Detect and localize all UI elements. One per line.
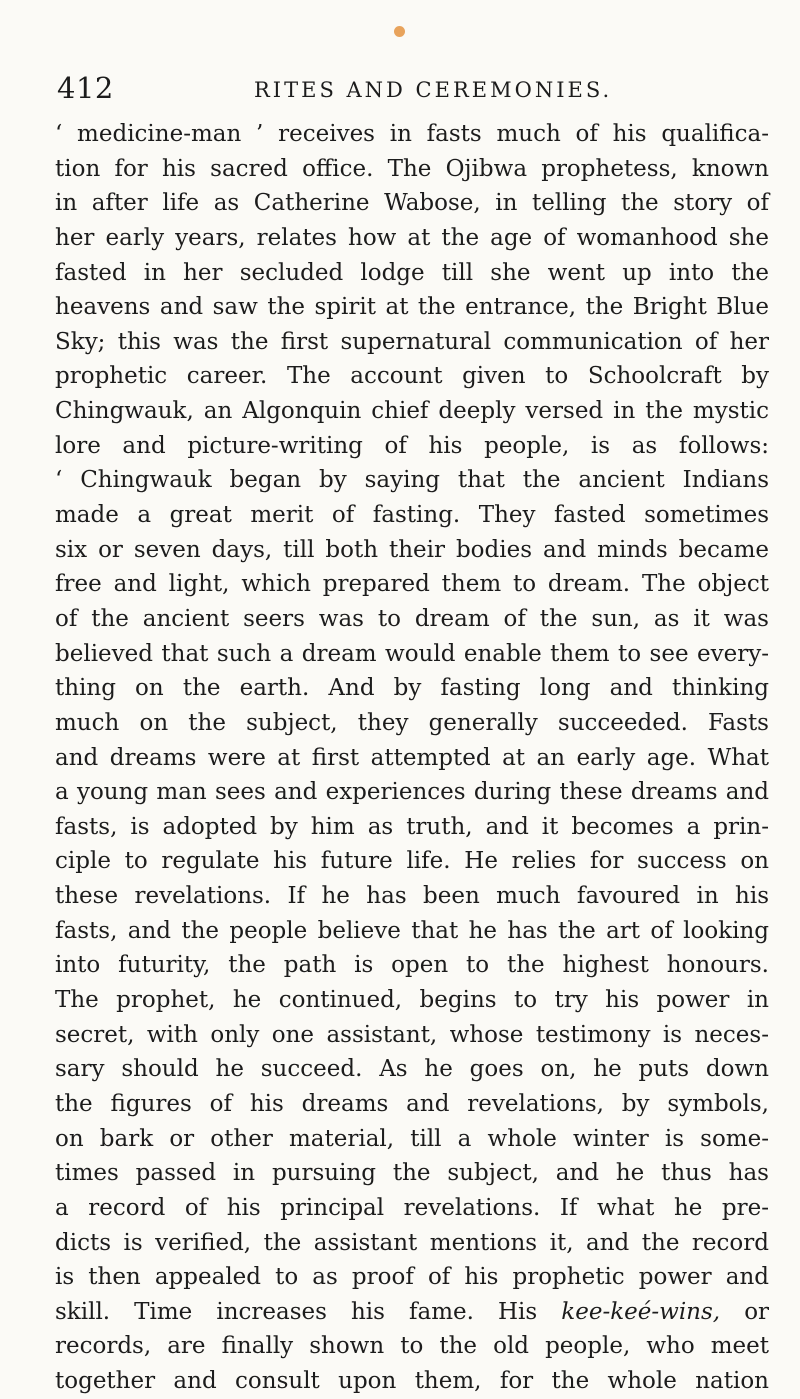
text-line: Sky; this was the first supernatural communication of her — [55, 328, 769, 355]
text-line: fasts, and the people believe that he has the art of looking — [55, 917, 769, 944]
text-line: ‘ Chingwauk began by saying that the ancient Indians — [55, 467, 769, 494]
page-number: 412 — [57, 71, 114, 105]
body-text — [55, 117, 769, 1399]
text-line: records, are finally shown to the old people, who meet — [55, 1333, 769, 1360]
text-line: secret, with only one assistant, whose testimony is neces- — [55, 1021, 769, 1048]
italic-term: kee-keé-wins, — [561, 1298, 721, 1325]
text-line: lore and picture-writing of his people, is as follows: — [55, 432, 769, 459]
text-line: sary should he succeed. As he goes on, he puts down — [55, 1056, 769, 1083]
text-line-with-italic — [55, 1295, 769, 1330]
printer-ornament — [394, 26, 405, 37]
text-line: The prophet, he continued, begins to try his power in — [55, 987, 769, 1014]
text-line: and dreams were at first attempted at an early age. What — [55, 744, 769, 771]
text-line: in after life as Catherine Wabose, in telling the story of — [55, 190, 769, 217]
text-line: free and light, which prepared them to dream. The object — [55, 571, 769, 598]
text-line-lead: skill. Time increases his fame. His — [55, 1298, 538, 1325]
text-line: made a great merit of fasting. They fasted sometimes — [55, 502, 769, 529]
text-line: a young man sees and experiences during these dreams and — [55, 779, 769, 806]
running-title: RITES AND CEREMONIES. — [254, 78, 613, 102]
text-line: a record of his principal revelations. If what he pre- — [55, 1194, 769, 1221]
text-line: six or seven days, till both their bodies and minds became — [55, 536, 769, 563]
text-line: much on the subject, they generally succeeded. Fasts — [55, 709, 769, 736]
text-line: the figures of his dreams and revelations, by symbols, — [55, 1090, 769, 1117]
text-line: prophetic career. The account given to Schoolcraft by — [55, 363, 769, 390]
text-line: together and consult upon them, for the whole nation — [55, 1368, 769, 1395]
text-line: ‘ medicine-man ’ receives in fasts much of his qualifica- — [55, 121, 769, 147]
text-line: tion for his sacred office. The Ojibwa prophetess, known — [55, 155, 769, 182]
text-line: fasts, is adopted by him as truth, and it becomes a prin- — [55, 813, 769, 840]
text-line: her early years, relates how at the age of womanhood she — [55, 224, 769, 251]
running-head — [0, 68, 800, 108]
text-line: dicts is verified, the assistant mentions it, and the record — [55, 1229, 769, 1256]
text-line: times passed in pursuing the subject, and he thus has — [55, 1160, 769, 1187]
text-line: heavens and saw the spirit at the entrance, the Bright Blue — [55, 294, 769, 321]
text-line: on bark or other material, till a whole winter is some- — [55, 1125, 769, 1152]
text-line-tail: or — [744, 1298, 770, 1325]
text-line: fasted in her secluded lodge till she went up into the — [55, 259, 769, 286]
text-line: these revelations. If he has been much favoured in his — [55, 883, 769, 910]
text-line: into futurity, the path is open to the highest honours. — [55, 952, 769, 979]
text-line: thing on the earth. And by fasting long and thinking — [55, 675, 769, 702]
text-line: Chingwauk, an Algonquin chief deeply versed in the mystic — [55, 398, 769, 425]
text-line: ciple to regulate his future life. He relies for success on — [55, 848, 769, 875]
text-line: believed that such a dream would enable them to see every- — [55, 640, 769, 667]
text-line: is then appealed to as proof of his prophetic power and — [55, 1264, 769, 1291]
text-line: of the ancient seers was to dream of the sun, as it was — [55, 605, 769, 632]
